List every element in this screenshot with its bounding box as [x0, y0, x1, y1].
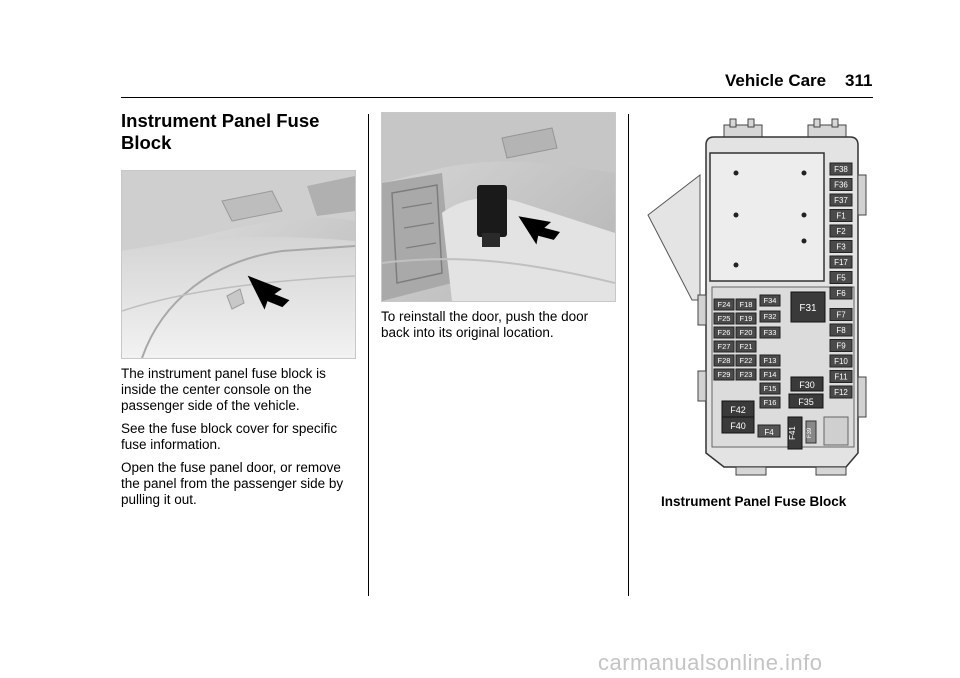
fuse-label: F29 — [717, 370, 731, 379]
fuse-label: F14 — [763, 370, 777, 379]
fuse-f13 — [760, 355, 780, 366]
relay-f42 — [722, 401, 754, 417]
column-divider-2 — [628, 114, 629, 596]
fuse-label: F3 — [836, 242, 846, 252]
fuse-label: F22 — [739, 356, 753, 365]
fuse-label: F26 — [717, 328, 731, 337]
fuse-label: F10 — [834, 357, 848, 366]
paragraph: See the fuse block cover for specific fuse information. — [121, 421, 338, 452]
relay-label: F30 — [799, 380, 815, 390]
control-module — [710, 153, 824, 281]
fuse-f8 — [830, 324, 852, 336]
fuse-f4 — [758, 425, 780, 437]
fuse-label: F18 — [739, 300, 753, 309]
fuse-f16 — [760, 397, 780, 408]
fuse-f27 — [714, 341, 734, 352]
fuse-label: F37 — [834, 196, 848, 205]
fuse-f28 — [714, 355, 734, 366]
fuse-label: F15 — [763, 384, 777, 393]
fuse-label: F38 — [834, 165, 848, 174]
fuse-label: F7 — [836, 310, 846, 320]
paragraph: To reinstall the door, push the door back into its original location. — [381, 309, 589, 340]
fuse-f32 — [760, 311, 780, 322]
fuse-label: F2 — [836, 227, 846, 236]
relay-label: F40 — [730, 421, 746, 431]
fuse-f3 — [830, 241, 852, 253]
fuse-label: F36 — [834, 180, 848, 190]
watermark: carmanualsonline.info — [598, 650, 823, 675]
fuse-label: F27 — [717, 342, 731, 351]
relay-label: F42 — [730, 405, 746, 415]
fuse-f17 — [830, 256, 852, 268]
fuse-label: F1 — [836, 211, 846, 221]
fuse-f19 — [736, 313, 756, 324]
fuse-f38 — [830, 163, 852, 175]
fuse-label: F16 — [763, 398, 777, 407]
column2-text — [381, 309, 617, 348]
running-header-section: Vehicle Care — [725, 71, 827, 90]
latch-wedge — [648, 175, 700, 300]
fuse-label: F39 — [807, 427, 813, 439]
console-illustration — [122, 171, 355, 358]
top-clip-right — [808, 119, 846, 137]
console-photo — [121, 170, 356, 359]
fuse-door-illustration — [382, 113, 615, 301]
fuse-f36 — [830, 179, 852, 191]
relay-label: F31 — [799, 303, 817, 314]
header-rule — [121, 97, 873, 98]
relay-label: F41 — [788, 426, 797, 440]
fuse-f29 — [714, 369, 734, 380]
fuse-label: F21 — [739, 342, 753, 351]
fuse-door-photo — [381, 112, 616, 302]
fuse-label: F6 — [836, 289, 846, 298]
right-fuse-column — [830, 163, 852, 398]
section-title: Instrument Panel Fuse Block — [121, 110, 320, 153]
fuse-label: F9 — [836, 341, 846, 351]
fuse-label: F13 — [763, 356, 777, 365]
fuse-f7 — [830, 309, 852, 321]
fuse-label: F8 — [836, 326, 846, 335]
relay-label: F35 — [798, 397, 814, 407]
fuse-f2 — [830, 225, 852, 237]
relay-f30 — [791, 377, 823, 391]
fuse-f12 — [830, 386, 852, 398]
fuse-f21 — [736, 341, 756, 352]
fuse-f6 — [830, 287, 852, 299]
fuse-f20 — [736, 327, 756, 338]
fuse-label: F24 — [717, 300, 731, 309]
fuse-label: F11 — [834, 372, 848, 382]
fuse-f14 — [760, 369, 780, 380]
fuse-f24 — [714, 299, 734, 310]
fuse-f11 — [830, 371, 852, 383]
fuse-label: F12 — [834, 388, 848, 397]
fuse-label: F20 — [739, 328, 753, 337]
fuse-label: F5 — [836, 273, 846, 283]
fuse-f9 — [830, 340, 852, 352]
page-number: 311 — [845, 71, 873, 90]
fuse-label: F28 — [717, 356, 731, 365]
top-clip-left — [724, 119, 762, 137]
column1-text — [121, 366, 357, 515]
relay-f35 — [789, 394, 823, 408]
fuse-label: F25 — [717, 314, 731, 323]
fuse-f37 — [830, 194, 852, 206]
fuse-f18 — [736, 299, 756, 310]
fuse-label: F17 — [834, 258, 848, 267]
fuse-f1 — [830, 210, 852, 222]
fuse-label: F19 — [739, 314, 753, 323]
fuse-label: F32 — [763, 312, 777, 321]
fuse-label: F34 — [763, 296, 777, 305]
fuse-f15 — [760, 383, 780, 394]
relay-f40 — [722, 417, 754, 433]
fuse-label: F4 — [764, 428, 774, 437]
fuse-f23 — [736, 369, 756, 380]
fuse-block-diagram — [640, 115, 880, 487]
fuse-f26 — [714, 327, 734, 338]
fuse-f33 — [760, 327, 780, 338]
fuse-f39 — [806, 421, 816, 443]
fuse-label: F23 — [739, 370, 753, 379]
fuse-f34 — [760, 295, 780, 306]
fuse-block-svg — [640, 115, 880, 487]
column-divider-1 — [368, 114, 369, 596]
paragraph: The instrument panel fuse block is inside the center console on the passenger side of the vehicle. — [121, 366, 326, 413]
paragraph: Open the fuse panel door, or remove the panel from the passenger side by pulling it out. — [121, 460, 344, 507]
fuse-label: F33 — [763, 328, 777, 337]
fuse-f25 — [714, 313, 734, 324]
relay-f41 — [788, 417, 802, 449]
fuse-f10 — [830, 355, 852, 367]
fuse-f22 — [736, 355, 756, 366]
relay-f31 — [791, 292, 825, 322]
fuse-f5 — [830, 272, 852, 284]
diagram-caption: Instrument Panel Fuse Block — [661, 494, 847, 509]
